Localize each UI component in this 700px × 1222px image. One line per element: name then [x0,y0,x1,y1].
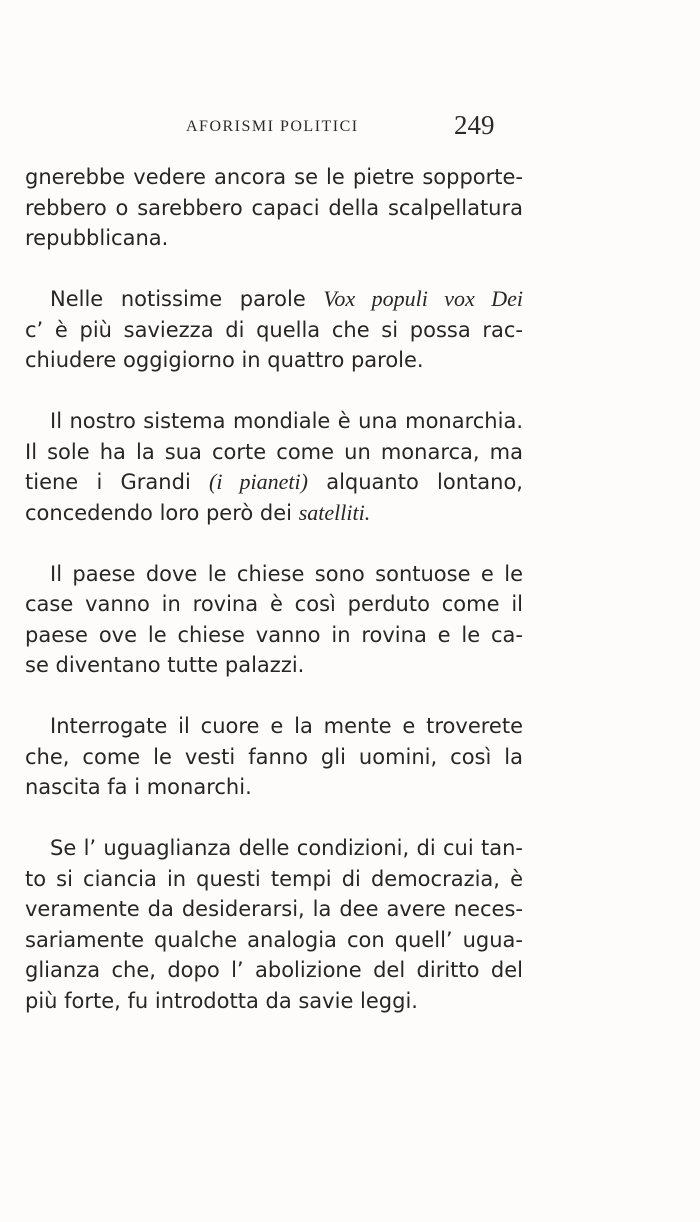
body-text [25,162,523,1047]
text-line [25,711,523,742]
text-line: gnerebbe vedere ancora se le pietre sopporte- [25,165,523,189]
text-line [25,406,523,437]
running-title: AFORISMI POLITICI [186,118,359,135]
italic-phrase: (i pianeti) [209,469,308,494]
text-span: Nelle notissime parole [50,287,306,311]
text-line [25,559,523,590]
italic-phrase: Vox populi vox Dei [323,286,523,311]
text-span: Il paese dove le chiese sono sontuose e le [50,561,523,586]
text-line: to si ciancia in questi tempi di democrazia, è [25,866,523,891]
paragraph-5 [25,711,523,803]
text-span: alquanto lontano, [326,470,523,494]
text-line: paese ove le chiese vanno in rovina e le ca- [25,622,523,647]
text-span: concedendo loro però dei [25,500,292,525]
paragraph-6 [25,833,523,1016]
text-line [25,284,523,315]
page-number: 249 [454,110,495,140]
paragraph-2 [25,284,523,376]
text-line [25,498,523,529]
italic-phrase: satelliti. [298,499,371,525]
text-span: Il nostro sistema mondiale è una monarchia. [50,409,523,433]
text-line: glianza che, dopo l’ abolizione del diritto del [25,958,523,982]
text-line: case vanno in rovina è così perduto come il [25,592,523,616]
paragraph-4 [25,559,523,681]
page-header [0,110,700,146]
text-line: c’ è più saviezza di quella che si possa rac- [25,317,523,342]
text-line [25,833,523,864]
text-span: Se l’ uguaglianza delle condizioni, di cui tan- [50,836,523,860]
paragraph-1 [25,162,523,254]
text-line: rebbero o sarebbero capaci della scalpellatura [25,195,523,220]
text-line: veramente da desiderarsi, la dee avere neces- [25,897,523,921]
text-line: repubblicana. [25,226,169,250]
text-line: più forte, fu introdotta da savie leggi. [25,988,418,1013]
text-span: Interrogate il cuore e la mente e troverete [50,714,523,738]
text-line: sariamente qualche analogia con quell’ ugua- [25,927,523,952]
text-line: chiudere oggigiorno in quattro parole. [25,348,424,372]
text-line: se diventano tutte palazzi. [25,653,305,677]
text-line: Il sole ha la sua corte come un monarca, ma [25,439,523,464]
text-line [25,467,523,498]
text-line: che, come le vesti fanno gli uomini, così la [25,744,523,769]
paragraph-3 [25,406,523,528]
text-span: tiene i Grandi [25,470,191,494]
text-line: nascita fa i monarchi. [25,775,252,799]
